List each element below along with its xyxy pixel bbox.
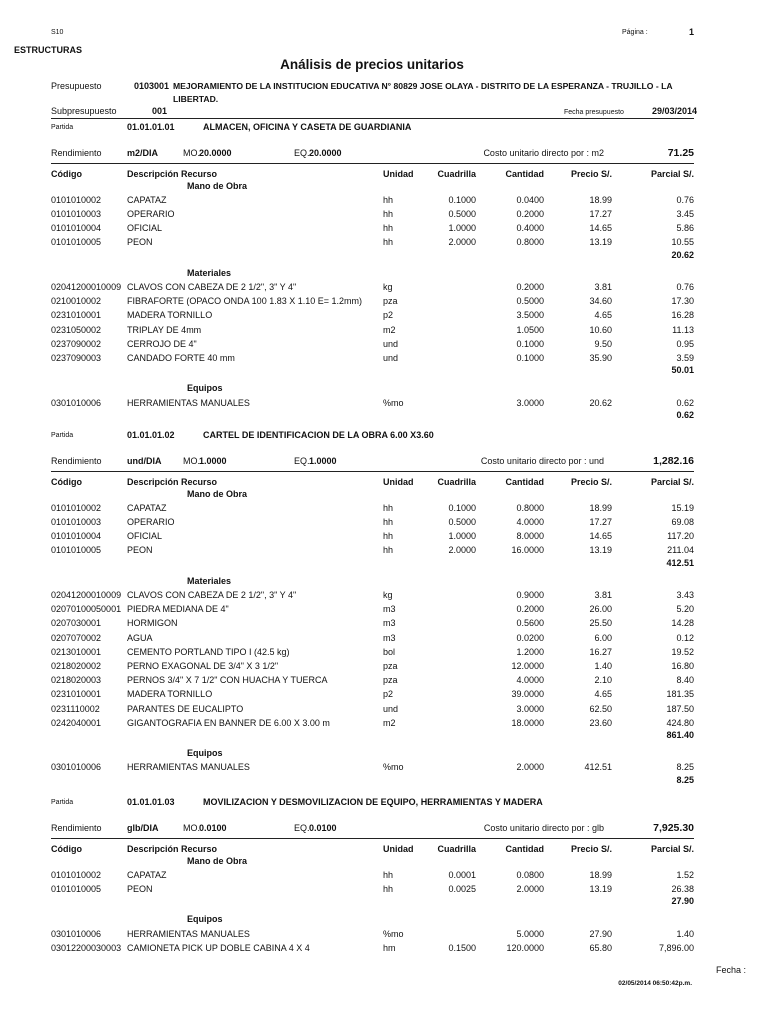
rendimiento-label: Rendimiento (51, 456, 102, 466)
subbudget-code: 001 (152, 106, 168, 116)
resource-description: OFICIAL (127, 531, 163, 542)
resource-code: 0101010003 (51, 516, 102, 527)
partida-name: ALMACEN, OFICINA Y CASETA DE GUARDIANIA (203, 122, 412, 132)
resource-cuadrilla: 1.0000 (448, 531, 476, 542)
resource-description: CAPATAZ (127, 502, 167, 513)
eq-label: EQ. (294, 456, 310, 466)
resource-cantidad: 0.0200 (516, 632, 544, 643)
resource-unit: hh (383, 223, 394, 234)
mo-value: 20.0000 (199, 148, 232, 158)
resource-code: 0218020002 (51, 660, 102, 671)
resource-cantidad: 18.0000 (511, 717, 544, 728)
resource-cuadrilla: 0.1500 (448, 942, 476, 953)
resource-parcial: 0.95 (676, 338, 694, 349)
resource-description: MADERA TORNILLO (127, 689, 213, 700)
unit-cost-label: Costo unitario directo por : m2 (483, 148, 604, 158)
resource-parcial: 10.55 (671, 237, 694, 248)
group-heading: Materiales (187, 267, 232, 278)
resource-parcial: 0.12 (676, 632, 694, 643)
resource-price: 26.00 (589, 604, 612, 615)
budget-name-line1: MEJORAMIENTO DE LA INSTITUCION EDUCATIVA N° 80829 JOSE OLAYA - DISTRITO DE LA ESPERANZA - TRUJILLO - LA (173, 81, 673, 91)
resource-code: 02070100050001 (51, 604, 122, 615)
resource-code: 0101010003 (51, 208, 102, 219)
resource-unit: und (383, 352, 399, 363)
section-divider (51, 838, 694, 839)
resource-cantidad: 12.0000 (511, 660, 544, 671)
resource-unit: m3 (383, 618, 396, 629)
rendimiento-label: Rendimiento (51, 148, 102, 158)
resource-price: 14.65 (589, 223, 612, 234)
group-subtotal: 412.51 (666, 557, 694, 568)
resource-parcial: 5.20 (676, 604, 694, 615)
resource-unit: m2 (383, 717, 396, 728)
resource-price: 10.60 (589, 324, 612, 335)
resource-price: 412.51 (584, 762, 612, 773)
resource-code: 0101010004 (51, 531, 102, 542)
resource-cantidad: 0.2000 (516, 604, 544, 615)
group-heading: Mano de Obra (187, 180, 248, 191)
budget-date: 29/03/2014 (652, 106, 698, 116)
resource-code: 0301010006 (51, 928, 102, 939)
mo-value: 0.0100 (199, 823, 227, 833)
budget-code: 0103001 (134, 81, 170, 91)
resource-parcial: 1.52 (676, 869, 694, 880)
resource-unit: hh (383, 208, 394, 219)
resource-code: 0207030001 (51, 618, 102, 629)
eq-value: 0.0100 (309, 823, 337, 833)
resource-unit: hh (383, 194, 394, 205)
resource-parcial: 8.40 (676, 675, 694, 686)
resource-unit: hm (383, 942, 396, 953)
resource-price: 3.81 (594, 281, 612, 292)
resource-description: HORMIGON (127, 618, 178, 629)
resource-cantidad: 2.0000 (516, 762, 544, 773)
resource-description: CAMIONETA PICK UP DOBLE CABINA 4 X 4 (127, 942, 310, 953)
resource-cuadrilla: 2.0000 (448, 545, 476, 556)
resource-parcial: 0.76 (676, 281, 694, 292)
resource-cuadrilla: 0.0025 (448, 883, 476, 894)
resource-parcial: 0.62 (676, 397, 694, 408)
resource-code: 0210010002 (51, 296, 102, 307)
resource-code: 0231010001 (51, 689, 102, 700)
resource-price: 23.60 (589, 717, 612, 728)
resource-unit: %mo (383, 397, 404, 408)
resource-price: 13.19 (589, 883, 612, 894)
resource-cantidad: 4.0000 (516, 675, 544, 686)
subbudget-label: Subpresupuesto (51, 106, 117, 116)
group-heading: Equipos (187, 914, 223, 925)
resource-unit: kg (383, 589, 393, 600)
partida-label: Partida (51, 124, 74, 131)
column-header-cuadrilla: Cuadrilla (437, 844, 476, 854)
column-header-parcial: Parcial S/. (650, 844, 694, 854)
resource-code: 0207070002 (51, 632, 102, 643)
resource-parcial: 16.80 (671, 660, 694, 671)
page-label: Página : (622, 29, 648, 36)
partida-label: Partida (51, 799, 74, 806)
group-heading: Equipos (187, 748, 223, 759)
resource-cantidad: 3.0000 (516, 703, 544, 714)
resource-parcial: 8.25 (676, 762, 694, 773)
resource-price: 4.65 (594, 689, 612, 700)
column-header-descripcion: Descripción Recurso (127, 477, 218, 487)
resource-code: 0101010005 (51, 237, 102, 248)
rendimiento-label: Rendimiento (51, 823, 102, 833)
resource-unit: bol (383, 646, 396, 657)
resource-cantidad: 0.8000 (516, 237, 544, 248)
resource-code: 0231010001 (51, 310, 102, 321)
rendimiento-unit: m2/DIA (127, 148, 159, 158)
header-divider (51, 118, 694, 119)
resource-cantidad: 3.0000 (516, 397, 544, 408)
resource-cantidad: 1.2000 (516, 646, 544, 657)
resource-cantidad: 5.0000 (516, 928, 544, 939)
resource-code: 0231110002 (51, 703, 100, 714)
eq-label: EQ. (294, 823, 310, 833)
resource-unit: %mo (383, 762, 404, 773)
partida-name: CARTEL DE IDENTIFICACION DE LA OBRA 6.00 X3.60 (203, 430, 434, 440)
resource-cantidad: 2.0000 (516, 883, 544, 894)
column-header-precio: Precio S/. (570, 844, 612, 854)
resource-description: CLAVOS CON CABEZA DE 2 1/2", 3" Y 4" (127, 589, 297, 600)
resource-cuadrilla: 1.0000 (448, 223, 476, 234)
resource-code: 0242040001 (51, 717, 102, 728)
resource-unit: m3 (383, 604, 396, 615)
resource-parcial: 0.76 (676, 194, 694, 205)
resource-parcial: 117.20 (667, 531, 694, 542)
resource-description: OFICIAL (127, 223, 163, 234)
resource-unit: kg (383, 281, 393, 292)
resource-price: 18.99 (589, 869, 612, 880)
resource-description: CERROJO DE 4" (127, 338, 197, 349)
resource-price: 20.62 (589, 397, 612, 408)
resource-parcial: 7,896.00 (658, 942, 694, 953)
group-subtotal: 20.62 (671, 249, 694, 260)
resource-price: 2.10 (594, 675, 612, 686)
resource-code: 0101010002 (51, 194, 102, 205)
resource-price: 17.27 (589, 208, 612, 219)
partida-label: Partida (51, 432, 74, 439)
resource-code: 0237090002 (51, 338, 102, 349)
resource-code: 0301010006 (51, 397, 102, 408)
resource-price: 14.65 (589, 531, 612, 542)
column-header-precio: Precio S/. (570, 169, 612, 179)
resource-price: 34.60 (589, 296, 612, 307)
eq-label: EQ. (294, 148, 310, 158)
column-header-parcial: Parcial S/. (650, 169, 694, 179)
resource-price: 18.99 (589, 194, 612, 205)
resource-description: PERNOS 3/4" X 7 1/2" CON HUACHA Y TUERCA (127, 675, 328, 686)
resource-unit: hh (383, 869, 394, 880)
resource-cantidad: 3.5000 (516, 310, 544, 321)
rendimiento-unit: glb/DIA (127, 823, 159, 833)
resource-cuadrilla: 2.0000 (448, 237, 476, 248)
resource-cantidad: 0.0800 (516, 869, 544, 880)
column-header-unidad: Unidad (383, 844, 414, 854)
resource-parcial: 15.19 (671, 502, 694, 513)
resource-cuadrilla: 0.5000 (448, 516, 476, 527)
resource-description: MADERA TORNILLO (127, 310, 213, 321)
resource-cantidad: 8.0000 (516, 531, 544, 542)
resource-cantidad: 0.5000 (516, 296, 544, 307)
resource-description: CANDADO FORTE 40 mm (127, 352, 235, 363)
resource-price: 9.50 (594, 338, 612, 349)
resource-description: PEON (127, 883, 153, 894)
resource-unit: p2 (383, 310, 394, 321)
resource-price: 3.81 (594, 589, 612, 600)
resource-price: 25.50 (589, 618, 612, 629)
partida-name: MOVILIZACION Y DESMOVILIZACION DE EQUIPO, HERRAMIENTAS Y MADERA (203, 797, 543, 807)
resource-cantidad: 0.4000 (516, 223, 544, 234)
resource-code: 03012200030003 (51, 942, 122, 953)
resource-description: PEON (127, 545, 153, 556)
resource-unit: hh (383, 531, 394, 542)
group-subtotal: 8.25 (676, 774, 694, 785)
resource-price: 65.80 (589, 942, 612, 953)
resource-cantidad: 0.8000 (516, 502, 544, 513)
resource-cantidad: 120.0000 (506, 942, 544, 953)
mo-label: MO. (183, 456, 200, 466)
unit-cost-value: 71.25 (667, 147, 694, 159)
resource-parcial: 3.45 (676, 208, 694, 219)
resource-parcial: 3.43 (676, 589, 694, 600)
resource-description: CEMENTO PORTLAND TIPO I (42.5 kg) (127, 646, 290, 657)
resource-unit: und (383, 338, 399, 349)
resource-parcial: 26.38 (671, 883, 694, 894)
resource-cantidad: 0.2000 (516, 281, 544, 292)
resource-code: 02041200010009 (51, 281, 122, 292)
resource-cantidad: 0.9000 (516, 589, 544, 600)
resource-description: CAPATAZ (127, 194, 167, 205)
resource-description: PEON (127, 237, 153, 248)
footer-timestamp: 02/05/2014 06:50:42p.m. (618, 980, 692, 987)
resource-unit: pza (383, 660, 398, 671)
eq-value: 20.0000 (309, 148, 342, 158)
group-subtotal: 50.01 (671, 365, 694, 376)
footer-date-label: Fecha : (716, 965, 747, 975)
group-subtotal: 27.90 (671, 896, 694, 907)
unit-cost-label: Costo unitario directo por : glb (483, 823, 604, 833)
resource-code: 0101010004 (51, 223, 102, 234)
resource-description: HERRAMIENTAS MANUALES (127, 762, 250, 773)
resource-price: 13.19 (589, 545, 612, 556)
mo-value: 1.0000 (199, 456, 227, 466)
resource-cantidad: 0.5600 (516, 618, 544, 629)
resource-description: CLAVOS CON CABEZA DE 2 1/2", 3" Y 4" (127, 281, 297, 292)
resource-code: 02041200010009 (51, 589, 122, 600)
resource-description: OPERARIO (127, 516, 175, 527)
resource-price: 13.19 (589, 237, 612, 248)
resource-cuadrilla: 0.5000 (448, 208, 476, 219)
page-title: Análisis de precios unitarios (280, 57, 464, 72)
resource-parcial: 19.52 (671, 646, 694, 657)
resource-unit: m2 (383, 324, 396, 335)
resource-unit: pza (383, 296, 398, 307)
resource-unit: %mo (383, 928, 404, 939)
budget-name-line2: LIBERTAD. (173, 94, 219, 104)
column-header-descripcion: Descripción Recurso (127, 169, 218, 179)
resource-cantidad: 0.1000 (516, 338, 544, 349)
resource-parcial: 187.50 (666, 703, 694, 714)
column-header-cantidad: Cantidad (505, 169, 544, 179)
column-header-descripcion: Descripción Recurso (127, 844, 218, 854)
group-heading: Mano de Obra (187, 855, 248, 866)
mo-label: MO. (183, 823, 200, 833)
resource-price: 35.90 (589, 352, 612, 363)
budget-date-label: Fecha presupuesto (564, 109, 624, 116)
resource-price: 18.99 (589, 502, 612, 513)
column-header-cantidad: Cantidad (505, 844, 544, 854)
company-name: ESTRUCTURAS (14, 45, 83, 55)
resource-price: 4.65 (594, 310, 612, 321)
resource-parcial: 16.28 (671, 310, 694, 321)
page-number: 1 (689, 27, 695, 37)
resource-code: 0218020003 (51, 675, 102, 686)
resource-parcial: 11.13 (672, 324, 694, 335)
resource-description: HERRAMIENTAS MANUALES (127, 397, 250, 408)
column-header-parcial: Parcial S/. (650, 477, 694, 487)
resource-description: FIBRAFORTE (OPACO ONDA 100 1.83 X 1.10 E= 1.2mm) (127, 296, 362, 307)
resource-description: PERNO EXAGONAL DE 3/4" X 3 1/2" (127, 660, 279, 671)
resource-cuadrilla: 0.0001 (448, 869, 476, 880)
resource-description: AGUA (127, 632, 153, 643)
resource-price: 27.90 (589, 928, 612, 939)
group-heading: Mano de Obra (187, 488, 248, 499)
partida-code: 01.01.01.01 (127, 122, 175, 132)
resource-unit: m3 (383, 632, 396, 643)
resource-parcial: 211.04 (667, 545, 694, 556)
resource-code: 0231050002 (51, 324, 102, 335)
resource-parcial: 1.40 (676, 928, 694, 939)
resource-code: 0101010002 (51, 869, 102, 880)
group-subtotal: 0.62 (676, 409, 694, 420)
column-header-unidad: Unidad (383, 169, 414, 179)
partida-code: 01.01.01.03 (127, 797, 175, 807)
resource-cantidad: 16.0000 (511, 545, 544, 556)
group-subtotal: 861.40 (666, 729, 694, 740)
resource-price: 6.00 (594, 632, 612, 643)
eq-value: 1.0000 (309, 456, 337, 466)
section-divider (51, 163, 694, 164)
resource-unit: hh (383, 502, 394, 513)
resource-description: TRIPLAY DE 4mm (127, 324, 202, 335)
column-header-cuadrilla: Cuadrilla (437, 169, 476, 179)
resource-cantidad: 1.0500 (516, 324, 544, 335)
resource-description: CAPATAZ (127, 869, 167, 880)
resource-code: 0237090003 (51, 352, 102, 363)
resource-parcial: 3.59 (676, 352, 694, 363)
resource-unit: hh (383, 545, 394, 556)
resource-description: GIGANTOGRAFIA EN BANNER DE 6.00 X 3.00 m (127, 717, 330, 728)
resource-unit: hh (383, 516, 394, 527)
report-code: S10 (51, 29, 64, 36)
resource-parcial: 181.35 (666, 689, 694, 700)
unit-cost-value: 7,925.30 (653, 822, 694, 834)
resource-unit: p2 (383, 689, 394, 700)
unit-cost-label: Costo unitario directo por : und (480, 456, 604, 466)
partida-code: 01.01.01.02 (127, 430, 175, 440)
group-heading: Equipos (187, 383, 223, 394)
resource-price: 17.27 (589, 516, 612, 527)
resource-cantidad: 4.0000 (516, 516, 544, 527)
resource-parcial: 5.86 (676, 223, 694, 234)
unit-cost-value: 1,282.16 (653, 455, 694, 467)
column-header-codigo: Código (51, 844, 82, 854)
column-header-codigo: Código (51, 169, 82, 179)
resource-cuadrilla: 0.1000 (448, 502, 476, 513)
column-header-cuadrilla: Cuadrilla (437, 477, 476, 487)
resource-unit: pza (383, 675, 398, 686)
resource-parcial: 14.28 (671, 618, 694, 629)
resource-code: 0213010001 (51, 646, 102, 657)
resource-description: PARANTES DE EUCALIPTO (127, 703, 244, 714)
column-header-codigo: Código (51, 477, 82, 487)
resource-price: 62.50 (589, 703, 612, 714)
resource-parcial: 17.30 (671, 296, 694, 307)
resource-cantidad: 0.1000 (516, 352, 544, 363)
resource-code: 0101010005 (51, 883, 102, 894)
column-header-unidad: Unidad (383, 477, 414, 487)
rendimiento-unit: und/DIA (127, 456, 162, 466)
resource-description: HERRAMIENTAS MANUALES (127, 928, 250, 939)
resource-cantidad: 0.2000 (516, 208, 544, 219)
resource-description: PIEDRA MEDIANA DE 4" (127, 604, 229, 615)
resource-parcial: 424.80 (666, 717, 694, 728)
resource-code: 0301010006 (51, 762, 102, 773)
resource-cantidad: 39.0000 (511, 689, 544, 700)
resource-description: OPERARIO (127, 208, 175, 219)
resource-parcial: 69.08 (671, 516, 694, 527)
resource-price: 1.40 (594, 660, 612, 671)
resource-unit: und (383, 703, 399, 714)
column-header-precio: Precio S/. (570, 477, 612, 487)
resource-unit: hh (383, 237, 394, 248)
column-header-cantidad: Cantidad (505, 477, 544, 487)
resource-code: 0101010005 (51, 545, 102, 556)
resource-unit: hh (383, 883, 394, 894)
group-heading: Materiales (187, 575, 232, 586)
mo-label: MO. (183, 148, 200, 158)
resource-cuadrilla: 0.1000 (448, 194, 476, 205)
budget-label: Presupuesto (51, 81, 102, 91)
resource-price: 16.27 (589, 646, 612, 657)
resource-cantidad: 0.0400 (516, 194, 544, 205)
section-divider (51, 471, 694, 472)
resource-code: 0101010002 (51, 502, 102, 513)
